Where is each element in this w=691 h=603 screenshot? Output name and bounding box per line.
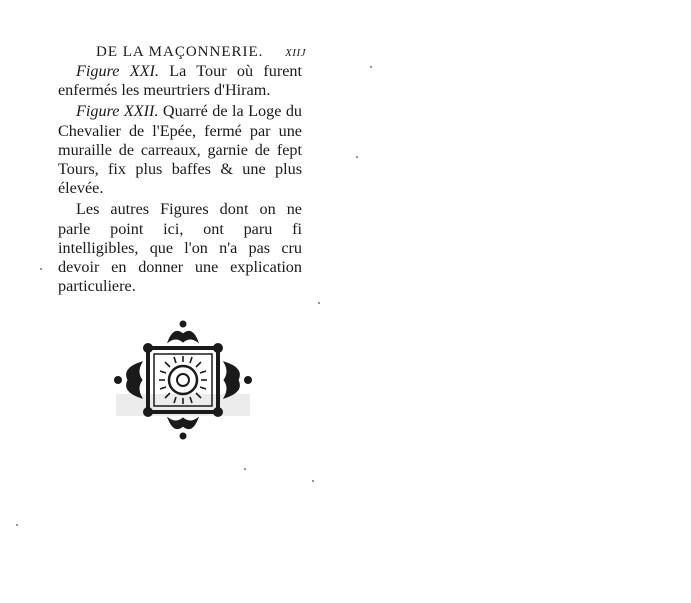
running-head-title: DE LA MAÇONNERIE. [96, 44, 264, 60]
paper-speck [40, 268, 42, 270]
paper-speck [16, 524, 18, 526]
paper-speck [370, 66, 372, 68]
paragraph-figure-xxii [58, 102, 302, 198]
paragraph-text: La Tour où furent enfermés les meurtriers d'Hiram. [58, 62, 302, 100]
sunburst-square-vignette-icon [108, 312, 258, 448]
figure-label: Figure XXII. [76, 102, 159, 121]
running-head [96, 44, 306, 61]
paper-speck [312, 480, 314, 482]
paper-speck [356, 156, 358, 158]
paragraph-figure-xxi [58, 62, 302, 100]
paragraph-text: Les autres Figures dont on ne parle point ici, ont paru fi intelligibles, que l'on n'a pas cru devoir en donner une explication particuliere. [58, 200, 302, 296]
page-number: xiij [285, 44, 306, 60]
paper-speck [244, 468, 246, 470]
paragraph-other-figures [58, 200, 302, 296]
paragraph-text: Quarré de la Loge du Chevalier de l'Epée, fermé par une muraille de carreaux, garnie de fept Tours, fix plus baffes & une plus élevée. [58, 102, 303, 198]
paper-speck [318, 302, 320, 304]
body-text [58, 62, 302, 298]
figure-label: Figure XXI. [76, 62, 159, 80]
